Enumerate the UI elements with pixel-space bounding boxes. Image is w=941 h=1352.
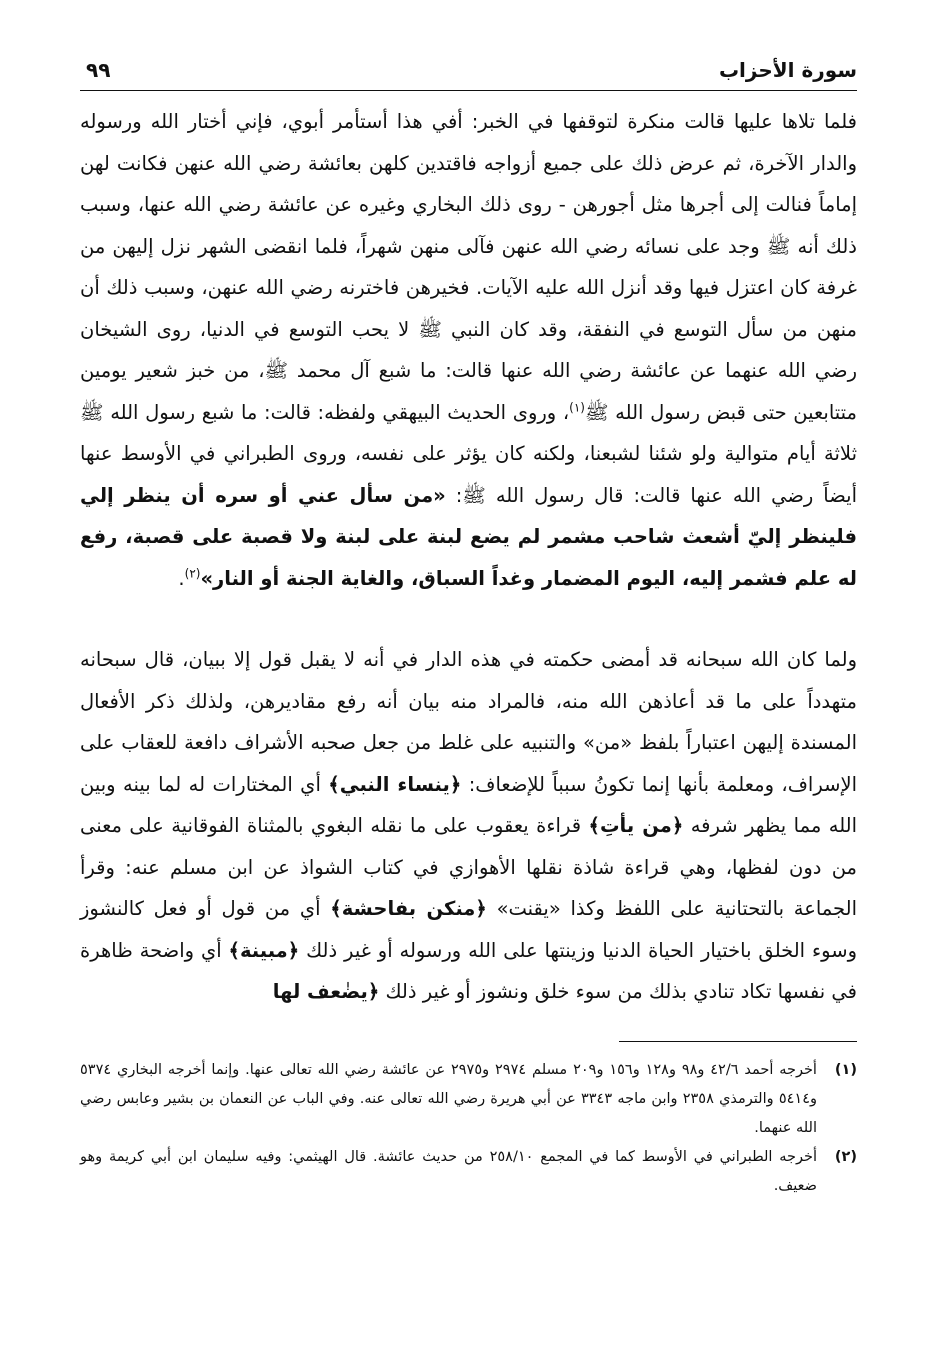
page-number: ٩٩	[86, 58, 111, 82]
footnote-ref-2[interactable]: (٢)	[184, 566, 201, 580]
footnote-2-text: أخرجه الطبراني في الأوسط كما في المجمع ٢٥٨/١٠ من حديث عائشة. قال الهيثمي: وفيه سليمان ابن أبي كريمة وهو ضعيف.	[80, 1148, 817, 1194]
paragraph-2-text-5: أي واضحة ظاهرة في نفسها تكاد تنادي بذلك من سوء خلق ونشوز أو غير ذلك	[80, 938, 857, 1003]
page	[80, 56, 857, 1201]
surah-title: سورة الأحزاب	[718, 58, 857, 82]
quran-phrase-4: ﴿مبينة﴾	[228, 938, 300, 962]
quran-phrase-5: ﴿يضٰعف لها	[272, 980, 380, 1003]
paragraph-1-text-b: ، وروى الحديث البيهقي ولفظه: قالت: ما شبع رسول الله ﷺ ثلاثة أيام متوالية ولو شئنا لشبعنا، ولكنه كان يؤثر على نفسه، وروى الطبراني في الأوسط عنها أيضاً رضي الله عنها قالت: قال رسول الله ﷺ:	[80, 400, 857, 507]
paragraph-1-end: .	[178, 566, 185, 590]
footnote-1-number: (١)	[834, 1061, 857, 1078]
quran-phrase-2: ﴿من يأتِ﴾	[588, 814, 684, 837]
paragraph-2-text-1: ولما كان الله سبحانه قد أمضى حكمته في هذه الدار في أنه لا يقبل قول إلا ببيان، قال سبحانه متهدداً على ما قد أعاذهن الله منه، فالمراد منه بيان أنه رفع مقاديرهن، ولذلك ذكر الأفعال المسندة إليهن اعتباراً بلفظ «من» والتنبيه على غلط من جعل صحبه الأشراف دافعة للعقاب على الإسراف، ومعلمة بأنها إنما تكونُ سبباً للإضعاف:	[80, 648, 857, 796]
footnote-divider	[619, 1041, 857, 1042]
footnote-2	[80, 1143, 857, 1201]
paragraph-1	[80, 101, 857, 599]
paragraph-2-text-4: أي من قول أو فعل كالنشوز وسوء الخلق باختيار الحياة الدنيا وزينتها على الله ورسوله أو غير ذلك	[80, 897, 857, 962]
footnote-2-number: (٢)	[834, 1148, 857, 1165]
paragraph-2	[80, 639, 857, 1013]
footnote-1	[80, 1056, 857, 1143]
quran-phrase-1: ﴿ينساء النبي﴾	[328, 772, 462, 796]
quran-phrase-3: ﴿منكن بفاحشة﴾	[330, 897, 487, 920]
footnotes	[80, 1056, 857, 1201]
footnote-1-text: أخرجه أحمد ٤٢/٦ و٩٨ و١٢٨ و١٥٦ و٢٠٩ مسلم ٢٩٧٤ و٢٩٧٥ عن عائشة رضي الله تعالى عنها. وإنما أخرجه البخاري ٥٣٧٤ و٥٤١٤ والترمذي ٢٣٥٨ وابن ماجه ٣٣٤٣ عن أبي هريرة رضي الله تعالى عنه. وفي الباب عن النعمان بن بشير وعابس رضي الله عنهما.	[80, 1061, 817, 1136]
paragraph-2-text-2: أي المختارات له لما بينه وبين الله مما يظهر شرفه	[80, 772, 858, 837]
paragraph-1-text-a: فلما تلاها عليها قالت منكرة لتوقفها في الخبر: أفي هذا أستأمر أبوي، فإني أختار الله ورسوله والدار الآخرة، ثم عرض ذلك على جميع أزواجه فاقتدين كلهن بعائشة رضي الله عنهن فكانت لهن إماماً فنالت إلى أجرها مثل أجورهن - روى ذلك البخاري وغيره عن عائشة رضي الله عنها، وسبب ذلك أنه ﷺ وجد على نسائه رضي الله عنهن فآلى منهن شهراً، فلما انقضى الشهر نزل إليهن من غرفة كان اعتزل فيها وقد أنزل الله عليه الآيات. فخيرهن فاخترنه رضي الله عنهن، وسبب ذلك أن منهن من سأل التوسع في النفقة، وقد كان النبي ﷺ لا يحب التوسع في الدنيا، روى الشيخان رضي الله عنهما عن عائشة رضي الله عنها قالت: ما شبع آل محمد ﷺ، من خبز شعير يومين متتابعين حتى قبض رسول الله ﷺ	[80, 110, 857, 424]
footnote-ref-1[interactable]: (١)	[569, 400, 585, 414]
main-text	[80, 101, 857, 1013]
hadith-quote: «من سأل عني أو سره أن ينظر إلي فلينظر إليّ أشعث شاحب مشمر لم يضع لبنة على لبنة ولا قصبة على قصبة، رفع له علم فشمر إليه، اليوم المضمار وغداً السباق، والغاية الجنة أو النار»	[80, 483, 857, 590]
paragraph-2-text-3: قراءة يعقوب على ما نقله البغوي بالمثناة الفوقانية على معنى من دون لفظها، وهي قراءة شاذة نقلها الأهوازي في كتاب الشواذ عن ابن مسلم عنه: وقرأ الجماعة بالتحتانية على اللفظ وكذا «يقنت»	[80, 814, 857, 920]
page-header	[80, 56, 857, 91]
